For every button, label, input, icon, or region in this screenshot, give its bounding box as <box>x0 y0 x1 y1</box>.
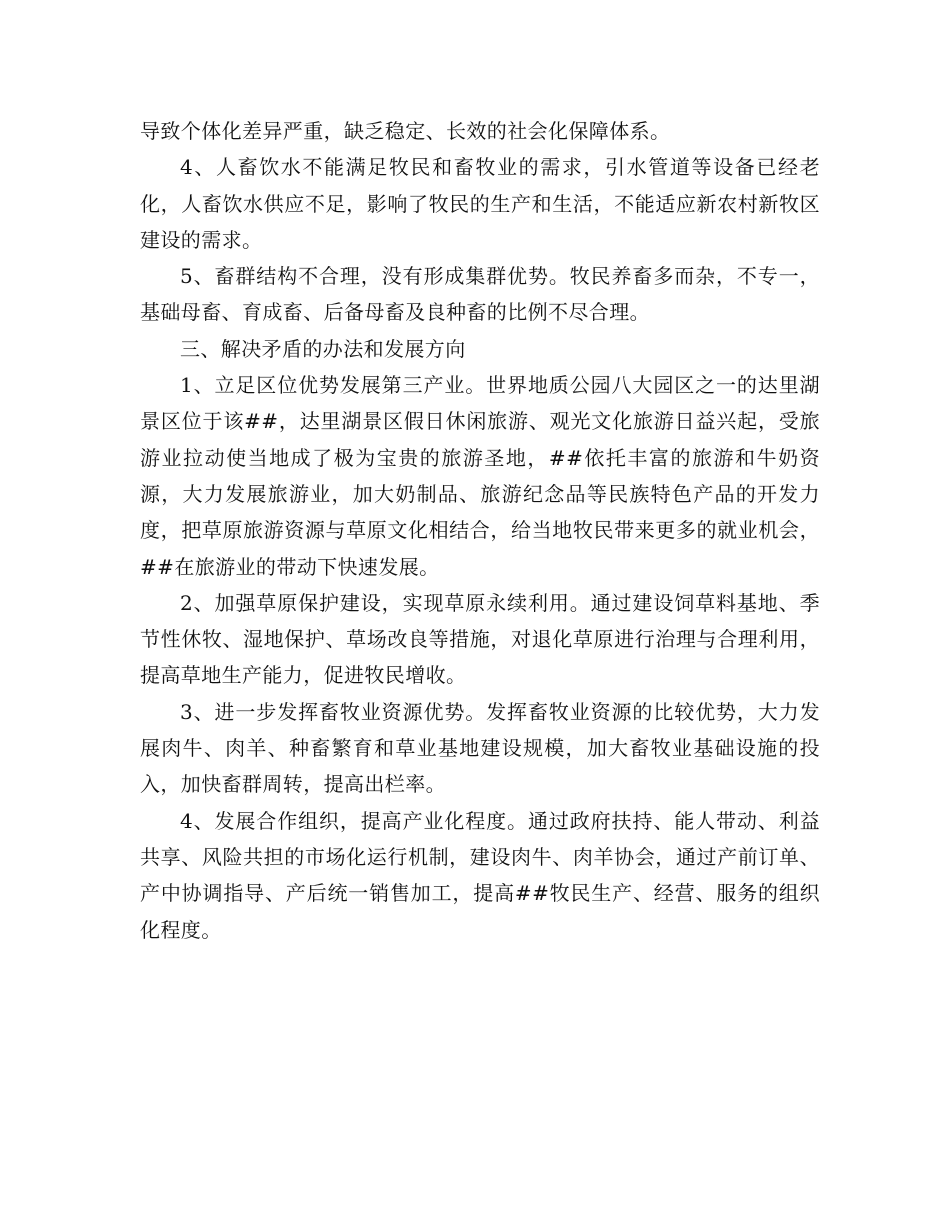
section-heading-solutions: 三、解决矛盾的办法和发展方向 <box>180 336 466 361</box>
paragraph-solution-2-grassland: 2、加强草原保护建设，实现草原永续利用。通过建设饲草料基地、季节性休牧、湿地保护、草场改良等措施，对退化草原进行治理与合理利用，提高草地生产能力，促进牧民增收。 <box>140 590 820 688</box>
paragraph-item-5-herd-structure: 5、畜群结构不合理，没有形成集群优势。牧民养畜多而杂，不专一，基础母畜、育成畜、后备母畜及良种畜的比例不尽合理。 <box>140 264 820 325</box>
paragraph-solution-4-cooperatives: 4、发展合作组织，提高产业化程度。通过政府扶持、能人带动、利益共享、风险共担的市场化运行机制，建设肉牛、肉羊协会，通过产前订单、产中协调指导、产后统一销售加工，提高##牧民生产、经营、服务的组织化程度。 <box>140 808 820 942</box>
paragraph-continuation: 导致个体化差异严重，缺乏稳定、长效的社会化保障体系。 <box>140 119 671 143</box>
paragraph-solution-3-livestock: 3、进一步发挥畜牧业资源优势。发挥畜牧业资源的比较优势，大力发展肉牛、肉羊、种畜繁育和草业基地建设规模，加大畜牧业基础设施的投入，加快畜群周转，提高出栏率。 <box>140 699 820 797</box>
document-page <box>140 113 820 948</box>
paragraph-item-4-water-supply: 4、人畜饮水不能满足牧民和畜牧业的需求，引水管道等设备已经老化，人畜饮水供应不足，影响了牧民的生产和生活，不能适应新农村新牧区建设的需求。 <box>140 155 820 252</box>
paragraph-solution-1-tourism: 1、立足区位优势发展第三产业。世界地质公园八大园区之一的达里湖景区位于该##，达里湖景区假日休闲旅游、观光文化旅游日益兴起，受旅游业拉动使当地成了极为宝贵的旅游圣地，##依托丰富的旅游和牛奶资源，大力发展旅游业，加大奶制品、旅游纪念品等民族特色产品的开发力度，把草原旅游资源与草原文化相结合，给当地牧民带来更多的就业机会，##在旅游业的带动下快速发展。 <box>140 373 820 579</box>
